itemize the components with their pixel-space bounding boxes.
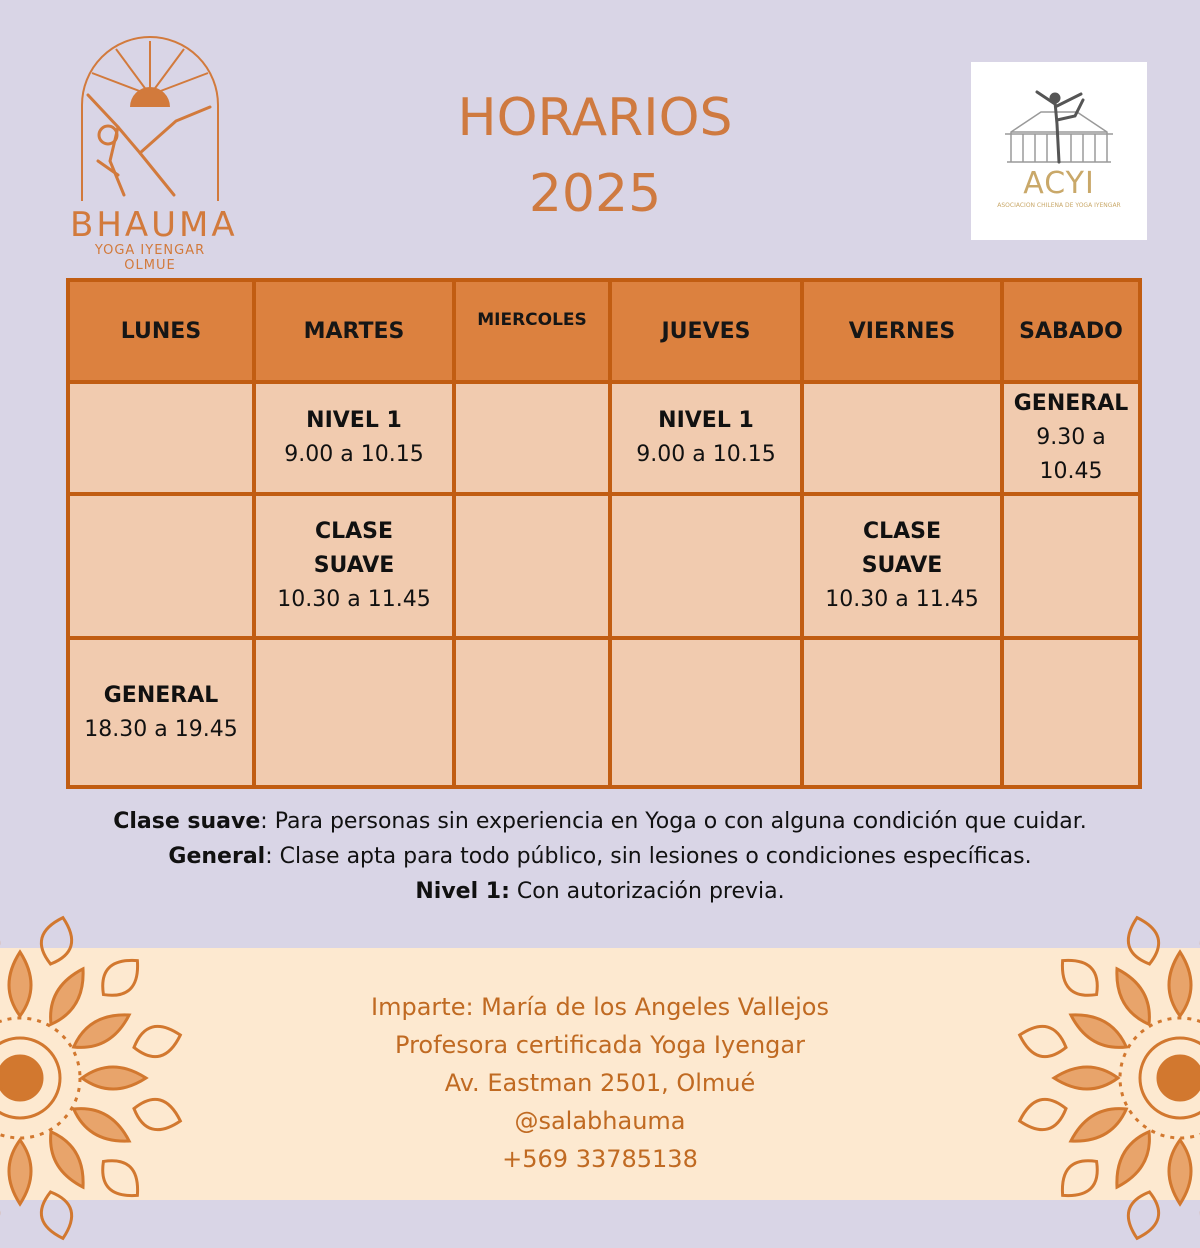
schedule-cell [802,638,1002,787]
phone-number: +569 33785138 [502,1145,698,1173]
day-header-miercoles: MIERCOLES [454,280,610,382]
instructor-info [300,988,900,1178]
class-time: 9.00 a 10.15 [636,442,776,467]
acyi-name: ACYI [1023,166,1095,201]
yoga-pose-arch-icon [78,35,222,203]
schedule-table [66,278,1142,789]
schedule-cell [1002,638,1140,787]
social-handle: @salabhauma [514,1107,686,1135]
schedule-cell [802,494,1002,638]
day-header-viernes: VIERNES [802,280,1002,382]
schedule-cell [454,638,610,787]
mandala-left-icon [0,908,190,1248]
schedule-cell [68,494,254,638]
day-header-jueves: JUEVES [610,280,802,382]
schedule-row-late-morning [68,494,1140,638]
yoga-dancer-pavilion-icon [971,62,1147,166]
bhauma-logo [70,35,238,273]
class-time: 10.30 a 11.45 [825,587,979,612]
schedule-row-morning [68,382,1140,494]
legend-item-general: General: Clase apta para todo público, sin lesiones o condiciones específicas. [168,844,1032,869]
class-name: NIVEL 1 [306,408,402,433]
schedule-cell [454,382,610,494]
schedule-cell [1002,494,1140,638]
class-name: GENERAL [1013,391,1129,416]
day-header-lunes: LUNES [68,280,254,382]
acyi-subtitle: ASOCIACION CHILENA DE YOGA IYENGAR [997,202,1121,209]
schedule-cell [1002,382,1140,494]
class-time: 10.30 a 11.45 [277,587,431,612]
schedule-cell [68,638,254,787]
instructor-name: Imparte: María de los Angeles Vallejos [371,993,829,1021]
class-name: NIVEL 1 [658,408,754,433]
schedule-row-evening [68,638,1140,787]
day-header-martes: MARTES [254,280,454,382]
schedule-cell [610,494,802,638]
class-time: 18.30 a 19.45 [84,716,238,742]
schedule-cell [454,494,610,638]
legend-item-clase-suave: Clase suave: Para personas sin experiencia en Yoga o con alguna condición que cuidar. [113,809,1087,834]
day-header-sabado: SABADO [1002,280,1140,382]
instructor-credential: Profesora certificada Yoga Iyengar [395,1031,805,1059]
schedule-cell [254,382,454,494]
mandala-right-icon [1010,908,1200,1248]
schedule-cell [68,382,254,494]
schedule-cell [610,638,802,787]
class-name: GENERAL [103,682,219,708]
brand-name: BHAUMA [70,205,238,245]
acyi-logo [971,62,1147,240]
studio-address: Av. Eastman 2501, Olmué [444,1069,756,1097]
page-title: HORARIOS [457,88,733,148]
class-time: 9.00 a 10.15 [284,442,424,467]
schedule-cell [254,638,454,787]
schedule-cell [254,494,454,638]
schedule-cell [610,382,802,494]
brand-subtitle: YOGA IYENGAR OLMUE [94,243,206,273]
footer-panel [0,948,1200,1200]
legend-item-nivel-1: Nivel 1: Con autorización previa. [415,879,785,904]
class-legend [60,804,1140,909]
schedule-cell [802,382,1002,494]
class-name: CLASE SUAVE [861,519,943,578]
page-title-year: 2025 [528,164,662,224]
class-name: CLASE SUAVE [313,519,395,578]
schedule-header-row [68,280,1140,382]
class-time: 9.30 a 10.45 [1036,425,1106,484]
